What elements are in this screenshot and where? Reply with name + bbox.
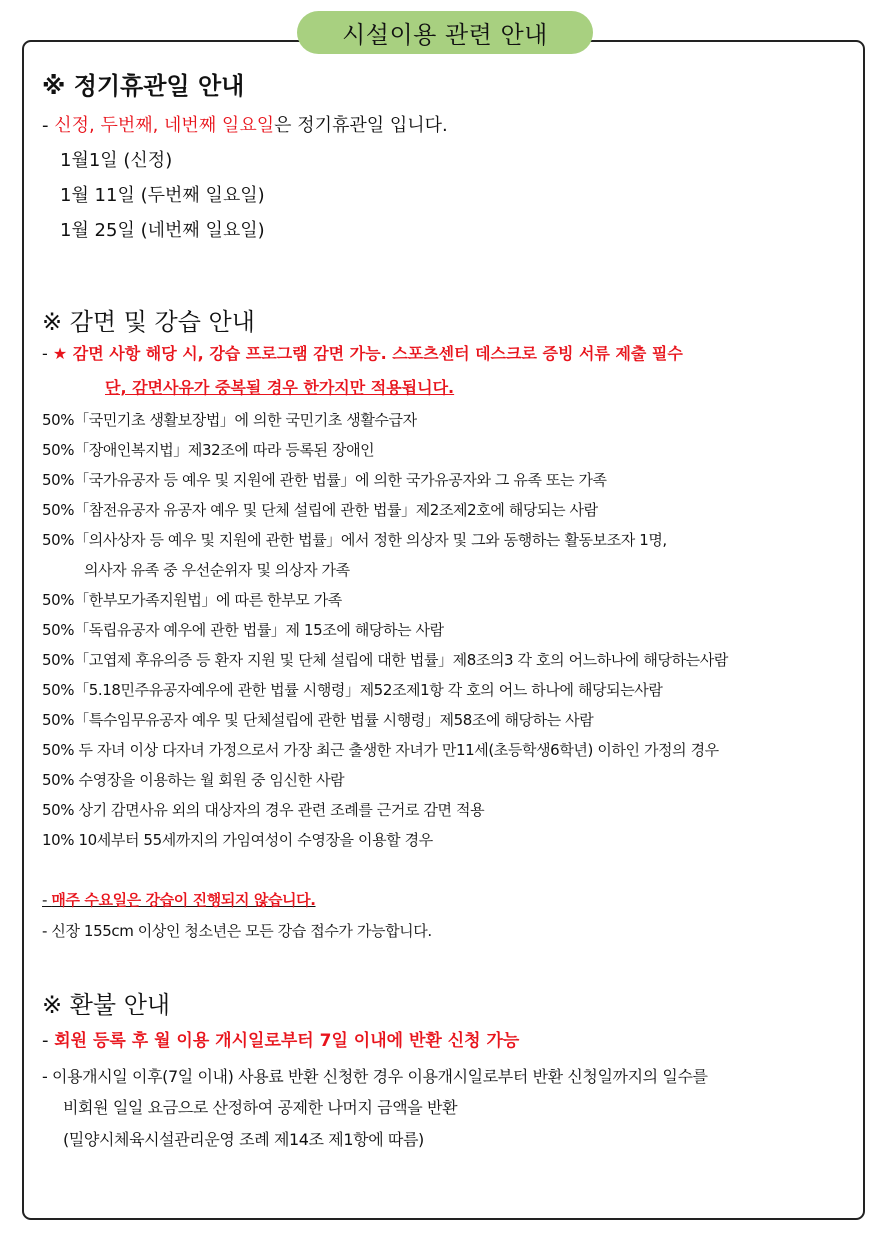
discount-item-continuation: 의사자 유족 중 우선순위자 및 의상자 가족	[84, 561, 350, 579]
discount-item: 50%「장애인복지법」제32조에 따라 등록된 장애인	[42, 441, 375, 459]
wednesday-notice	[42, 890, 316, 910]
discount-item: 50%「고엽제 후유의증 등 환자 지원 및 단체 설립에 대한 법률」제8조의3 각 호의 어느하나에 해당하는사람	[42, 651, 728, 669]
closure-highlight: 신정, 두번째, 네번째 일요일	[54, 115, 275, 136]
closure-date: 1월 25일 (네번째 일요일)	[60, 220, 265, 241]
refund-line: (밀양시체육시설관리운영 조례 제14조 제1항에 따름)	[63, 1130, 424, 1149]
closure-date: 1월 11일 (두번째 일요일)	[60, 185, 265, 206]
refund-heading: ※ 환불 안내	[42, 991, 171, 1019]
dash: -	[42, 115, 55, 136]
height-notice: - 신장 155cm 이상인 청소년은 모든 강습 접수가 가능합니다.	[42, 922, 432, 940]
dash: -	[42, 1030, 55, 1051]
discount-item: 50%「국민기초 생활보장법」에 의한 국민기초 생활수급자	[42, 411, 417, 429]
closure-intro-rest: 은 정기휴관일 입니다.	[274, 115, 448, 136]
discount-item: 50%「독립유공자 예우에 관한 법률」제 15조에 해당하는 사람	[42, 621, 444, 639]
discount-item: 50% 수영장을 이용하는 월 회원 중 임신한 사람	[42, 771, 345, 789]
discount-item: 50%「특수임무유공자 예우 및 단체설립에 관한 법률 시행령」제58조에 해당하는 사람	[42, 711, 594, 729]
discount-notice-line2	[105, 377, 454, 399]
wednesday-notice-text: 매주 수요일은 강습이 진행되지 않습니다.	[51, 891, 316, 909]
discount-item: 50%「참전유공자 유공자 예우 및 단체 설립에 관한 법률」제2조제2호에 해당되는 사람	[42, 501, 598, 519]
closure-intro	[42, 115, 448, 137]
discount-item: 50%「한부모가족지원법」에 따른 한부모 가족	[42, 591, 342, 609]
dash: -	[42, 891, 52, 909]
refund-notice-text: 회원 등록 후 월 이용 개시일로부터 7일 이내에 반환 신청 가능	[54, 1031, 520, 1051]
discount-item: 50%「5.18민주유공자예우에 관한 법률 시행령」제52조제1항 각 호의 어느 하나에 해당되는사람	[42, 681, 663, 699]
discount-notice-line1	[42, 343, 683, 365]
refund-notice	[42, 1030, 519, 1052]
discount-heading: ※ 감면 및 강습 안내	[42, 308, 255, 336]
closure-heading: ※ 정기휴관일 안내	[42, 72, 245, 100]
discount-item: 50% 상기 감면사유 외의 대상자의 경우 관련 조례를 근거로 감면 적용	[42, 801, 485, 819]
discount-item: 50% 두 자녀 이상 다자녀 가정으로서 가장 최근 출생한 자녀가 만11세(초등학생6학년) 이하인 가정의 경우	[42, 741, 719, 759]
dash: -	[42, 344, 53, 363]
closure-date: 1월1일 (신정)	[60, 150, 173, 171]
discount-item: 10% 10세부터 55세까지의 가임여성이 수영장을 이용할 경우	[42, 831, 433, 849]
discount-notice-text: ★ 감면 사항 해당 시, 강습 프로그램 감면 가능. 스포츠센터 데스크로 증빙 서류 제출 필수	[52, 344, 683, 363]
discount-notice-text2: 단, 감면사유가 중복될 경우 한가지만 적용됩니다.	[105, 378, 455, 397]
page-title: 시설이용 관련 안내	[297, 11, 593, 54]
discount-item: 50%「국가유공자 등 예우 및 지원에 관한 법률」에 의한 국가유공자와 그 유족 또는 가족	[42, 471, 607, 489]
refund-line: - 이용개시일 이후(7일 이내) 사용료 반환 신청한 경우 이용개시일로부터 반환 신청일까지의 일수를	[42, 1067, 708, 1086]
discount-item: 50%「의사상자 등 예우 및 지원에 관한 법률」에서 정한 의상자 및 그와 동행하는 활동보조자 1명,	[42, 531, 667, 549]
refund-line: 비회원 일일 요금으로 산정하여 공제한 나머지 금액을 반환	[63, 1098, 458, 1117]
